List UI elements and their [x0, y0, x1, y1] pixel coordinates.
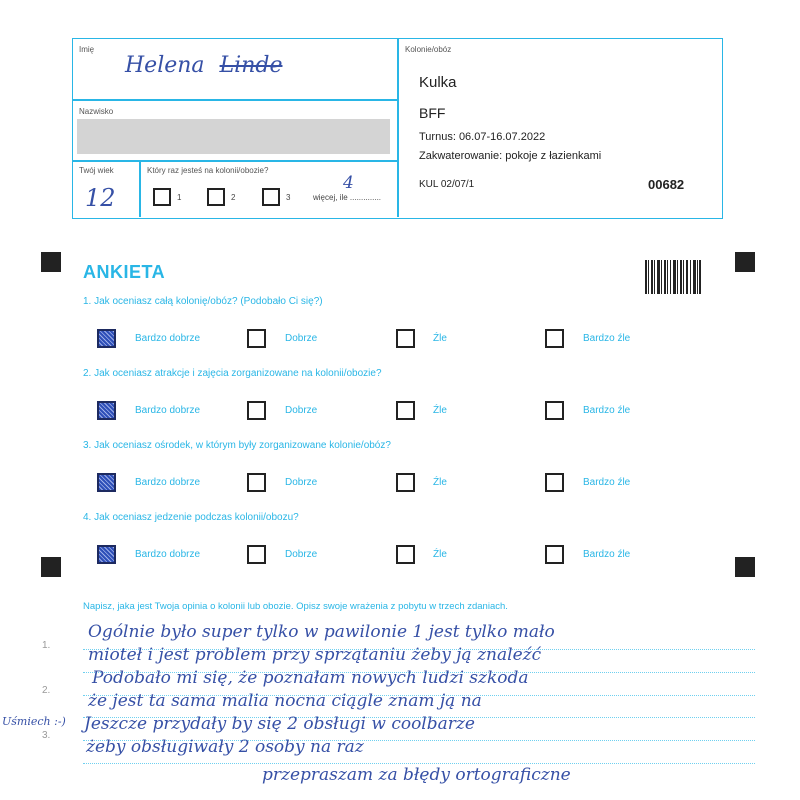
imie-label: Imię: [79, 45, 95, 54]
header-divider-vertical: [397, 39, 399, 217]
question-1-option-1-checkbox[interactable]: [97, 329, 116, 348]
writing-line-6: [83, 763, 755, 764]
ktory-raz-label: Który raz jesteś na kolonii/obozie?: [147, 166, 269, 175]
visit-checkbox-1-label: 1: [177, 193, 182, 202]
registration-marker-top-right: [735, 252, 755, 272]
answer-line-7: przepraszam za błędy ortograficzne: [262, 765, 571, 785]
line-number-2: 2.: [42, 685, 51, 696]
wiecej-value[interactable]: 4: [343, 173, 354, 193]
imie-value: Helena: [125, 53, 205, 78]
header-divider-1: [73, 99, 397, 101]
visit-checkbox-3-label: 3: [286, 193, 291, 202]
camp-sub: BFF: [419, 105, 446, 121]
visit-checkbox-1[interactable]: [153, 188, 171, 206]
question-3-option-4-checkbox[interactable]: [545, 473, 564, 492]
question-4-option-3-checkbox[interactable]: [396, 545, 415, 564]
answer-line-5: Jeszcze przydały by się 2 obsługi w coolbarze: [84, 714, 475, 734]
survey-title: ANKIETA: [83, 262, 166, 282]
question-1-option-4-checkbox[interactable]: [545, 329, 564, 348]
question-1-option-4-label: Bardzo źle: [583, 333, 631, 344]
opinion-prompt: Napisz, jaka jest Twoja opinia o kolonii lub obozie. Opisz swoje wrażenia z pobytu w trzech zdaniach.: [83, 601, 508, 612]
question-2-option-2-checkbox[interactable]: [247, 401, 266, 420]
registration-marker-top-left: [41, 252, 61, 272]
question-1-text: 1. Jak oceniasz całą kolonię/obóz? (Podobało Ci się?): [83, 296, 323, 307]
imie-field[interactable]: [125, 53, 282, 78]
header-divider-age: [139, 160, 141, 217]
question-3-option-1-label: Bardzo dobrze: [135, 477, 201, 488]
nazwisko-label: Nazwisko: [79, 107, 114, 116]
question-4-option-1-label: Bardzo dobrze: [135, 549, 201, 560]
camp-code: KUL 02/07/1: [419, 179, 475, 190]
question-4-text: 4. Jak oceniasz jedzenie podczas kolonii/obozu?: [83, 512, 299, 523]
visit-checkbox-2-label: 2: [231, 193, 236, 202]
zakwaterowanie: Zakwaterowanie: pokoje z łazienkami: [419, 150, 602, 162]
answer-line-1: Ogólnie było super tylko w pawilonie 1 jest tylko mało: [88, 622, 555, 642]
header-divider-2: [73, 160, 397, 162]
question-4-option-2-checkbox[interactable]: [247, 545, 266, 564]
question-3-option-2-checkbox[interactable]: [247, 473, 266, 492]
line-number-1: 1.: [42, 640, 51, 651]
wiecej-label: więcej, ile ..............: [313, 193, 382, 202]
question-1-option-2-checkbox[interactable]: [247, 329, 266, 348]
header-box: [72, 38, 723, 219]
question-2-option-4-label: Bardzo źle: [583, 405, 631, 416]
question-4-option-3-label: Źle: [433, 549, 447, 560]
line-number-3: 3.: [42, 730, 51, 741]
question-2-option-2-label: Dobrze: [285, 405, 318, 416]
question-1-option-3-label: Źle: [433, 333, 447, 344]
question-1-option-3-checkbox[interactable]: [396, 329, 415, 348]
question-2-option-4-checkbox[interactable]: [545, 401, 564, 420]
question-2-option-1-label: Bardzo dobrze: [135, 405, 201, 416]
question-1-option-2-label: Dobrze: [285, 333, 318, 344]
visit-checkbox-2[interactable]: [207, 188, 225, 206]
answer-line-4: że jest ta sama malia nocna ciągle znam ją na: [88, 691, 482, 711]
turnus: Turnus: 06.07-16.07.2022: [419, 131, 546, 143]
margin-note: Uśmiech :-): [2, 715, 66, 728]
question-4-option-2-label: Dobrze: [285, 549, 318, 560]
question-3-text: 3. Jak oceniasz ośrodek, w którym były zorganizowane kolonie/obóz?: [83, 440, 391, 451]
answer-line-6: żeby obsługiwały 2 osoby na raz: [86, 737, 364, 757]
question-1-option-1-label: Bardzo dobrze: [135, 333, 201, 344]
nazwisko-redacted[interactable]: [77, 119, 390, 154]
question-2-option-3-label: Źle: [433, 405, 447, 416]
question-3-option-2-label: Dobrze: [285, 477, 318, 488]
question-3-option-1-checkbox[interactable]: [97, 473, 116, 492]
question-4-option-1-checkbox[interactable]: [97, 545, 116, 564]
kolonie-label: Kolonie/obóz: [405, 45, 452, 54]
imie-struck: Linde: [219, 53, 283, 78]
question-3-option-4-label: Bardzo źle: [583, 477, 631, 488]
question-2-option-1-checkbox[interactable]: [97, 401, 116, 420]
question-2-text: 2. Jak oceniasz atrakcje i zajęcia zorganizowane na kolonii/obozie?: [83, 368, 382, 379]
camp-name: Kulka: [419, 74, 457, 91]
barcode-icon: [645, 260, 701, 294]
visit-checkbox-3[interactable]: [262, 188, 280, 206]
answer-line-2: mioteł i jest problem przy sprzątaniu żeby ją znaleźć: [88, 645, 542, 665]
form-number: 00682: [648, 177, 685, 192]
registration-marker-bottom-left: [41, 557, 61, 577]
question-3-option-3-label: Źle: [433, 477, 447, 488]
question-3-option-3-checkbox[interactable]: [396, 473, 415, 492]
wiek-value[interactable]: 12: [85, 184, 116, 212]
wiek-label: Twój wiek: [79, 166, 114, 175]
question-2-option-3-checkbox[interactable]: [396, 401, 415, 420]
question-4-option-4-checkbox[interactable]: [545, 545, 564, 564]
answer-line-3: Podobało mi się, że poznałam nowych ludzi szkoda: [92, 668, 529, 688]
question-4-option-4-label: Bardzo źle: [583, 549, 631, 560]
registration-marker-bottom-right: [735, 557, 755, 577]
